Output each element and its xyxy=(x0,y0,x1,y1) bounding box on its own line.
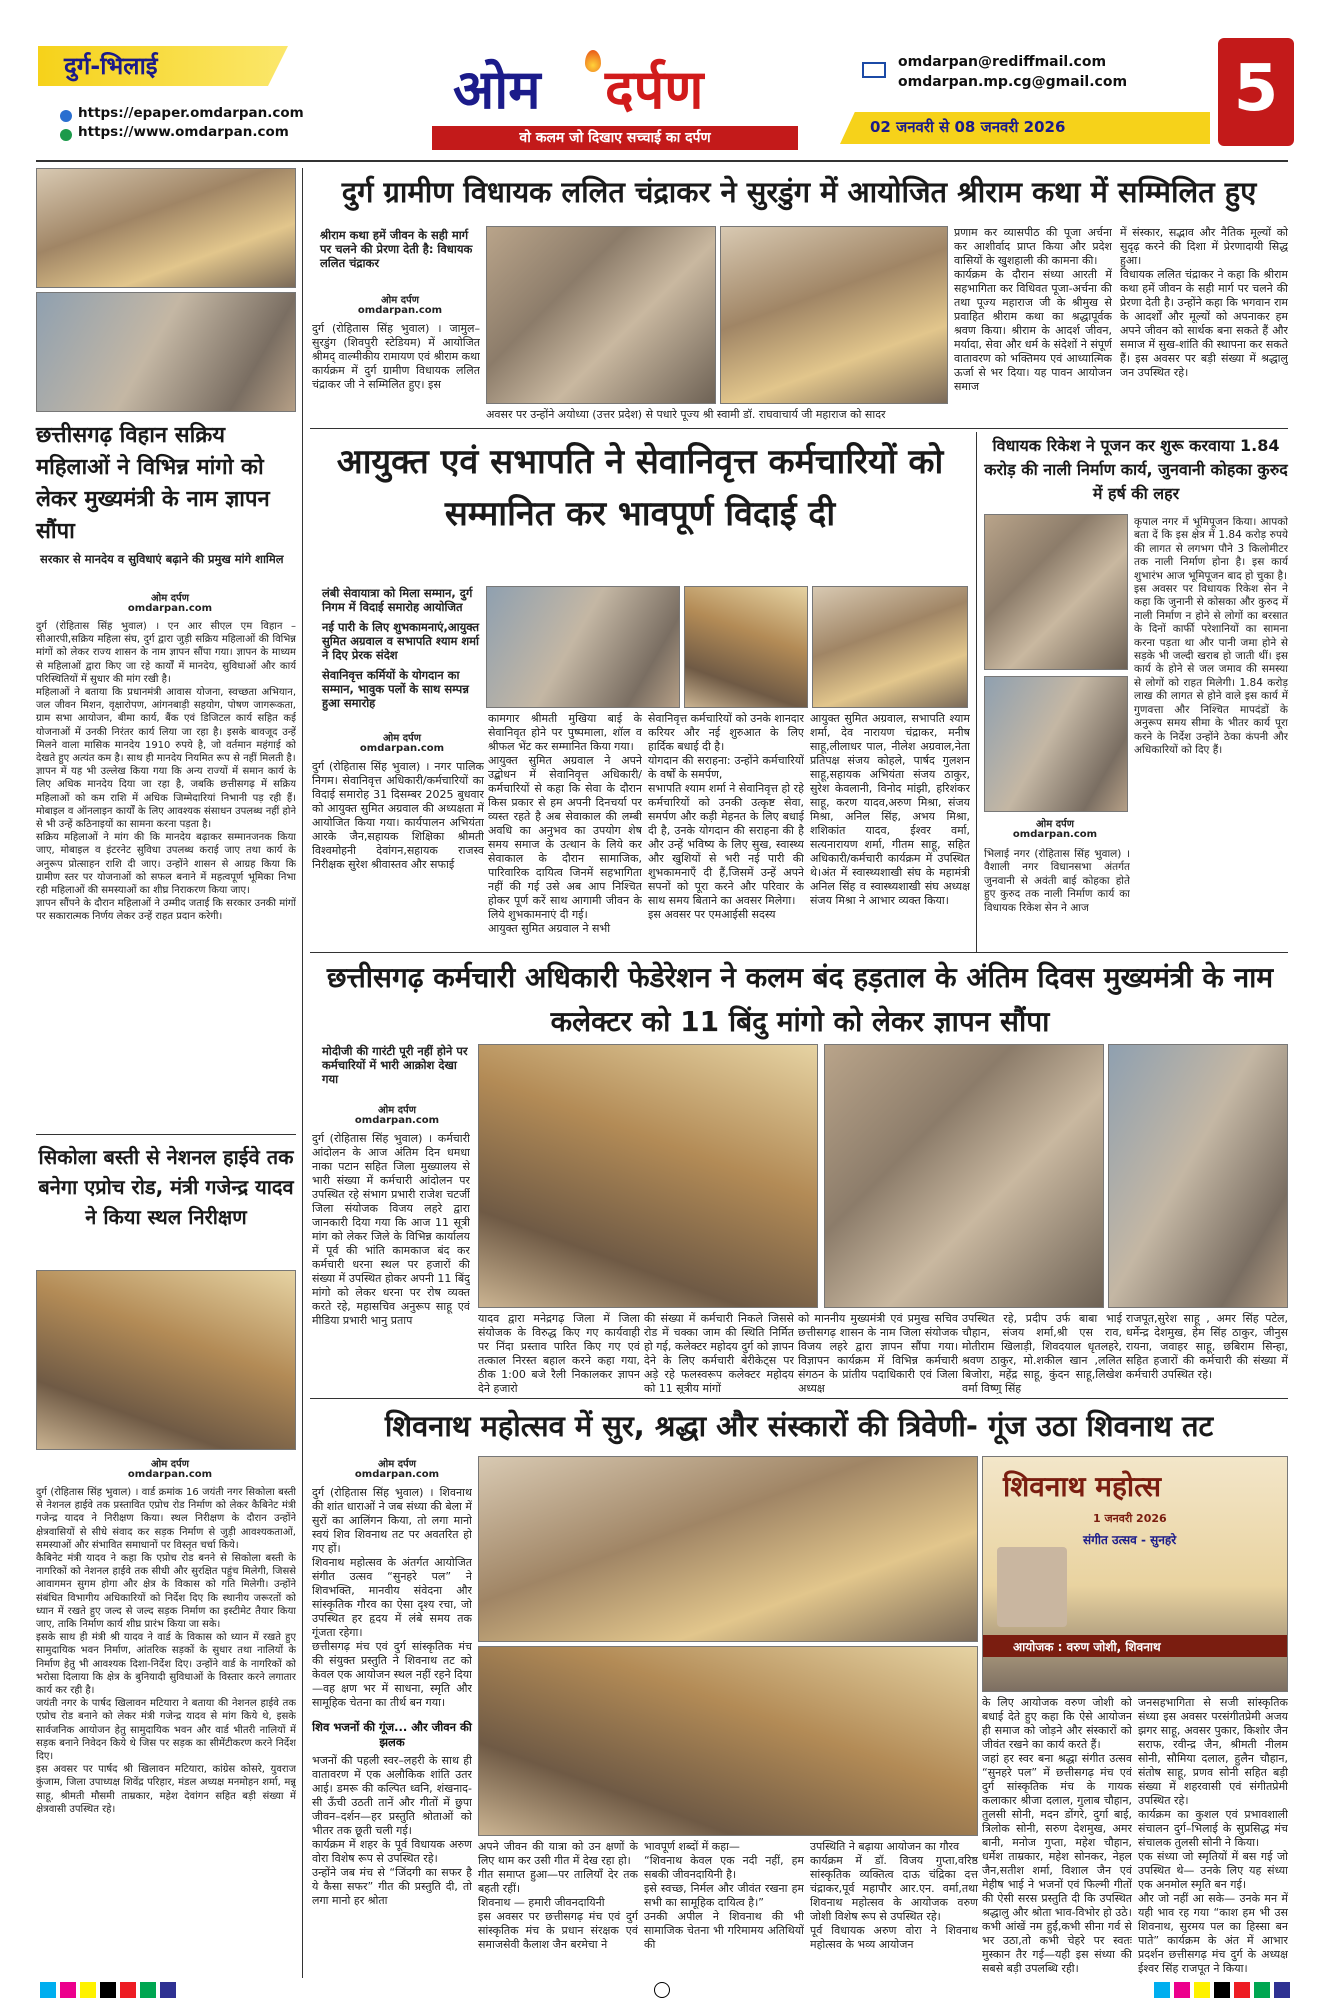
body-retire-3: सेवानिवृत्त कर्मचारियों को उनके शानदार करियर और नई शुरुआत के लिए हार्दिक बधाई दी है। योगदान की सराहना: उन्होंने कर्मचारियों के वर्षों के समर्पण, सभापति श्याम शर्मा ने सेवानिवृत्त हो रहे कर्मचारियों को उनकी उत्कृष्ट सेवा, समर्पण और कड़ी मेहनत के लिए बधाई दी है, उनके योगदान की सराहना की है और उन्हें भविष्य के लिए सुख, स्वास्थ्य और खुशियों से भरी नई पारी की शुभकामनाएँ दी हैं,जिसमें उन्हें अपने सपनों को पूरा करने और परिवार के साथ समय बिताने का अवसर मिलेगा। इस अवसर पर एमआईसी सदस्य xyxy=(648,712,804,921)
body-retire-2: कामगार श्रीमती मुखिया बाई के सेवानिवृत होने पर पुष्पमाला, शॉल व श्रीफल भेंट कर सम्मानित किया गया। आयुक्त सुमित अग्रवाल ने अपने उद्बोधन में सेवानिवृत्त अधिकारी/कर्मचारियों से कहा कि सेवा के दौरान किस प्रकार से हम अपनी दिनचर्या पर व्यस्त रहते है अब सेवाकाल की लम्बी अवधि का अनुभव का उपयोग शेष समय समाज के उत्थान के लिये कर सेवाकाल के दौरान सामाजिक, पारिवारिक दायित्व जिनमें सहभागिता नहीं की गई उसे अब आप निश्चित होकर पूर्ण करें साथ आगामी जीवन के लिये शुभकामनाएं दी गई। आयुक्त सुमित अग्रवाल ने सभी xyxy=(488,712,642,935)
black-mark xyxy=(100,1982,116,1998)
globe-icon xyxy=(60,110,72,122)
divider-left-1 xyxy=(36,1134,296,1135)
headline-federation: छत्तीसगढ़ कर्मचारी अधिकारी फेडेरेशन ने कलम बंद हड़ताल के अंतिम दिवस मुख्यमंत्री के नाम कलेक्टर को 11 बिंदु मांगो को लेकर ज्ञापन सौंपा xyxy=(326,961,1274,1038)
photo-women-protest-1 xyxy=(36,168,296,288)
banner-org: आयोजक : वरुण जोशी, शिवनाथ xyxy=(1013,1640,1161,1654)
body-federation-3: की संख्या में कर्मचारी निकले जिससे रोड में चक्का जाम की स्थिति निर्मित हो गई, कलेक्टर महोदय दुर्ग को ज्ञापन देने के लिए कर्मचारी बेरीकेट्स पर अड़े रहे फलस्वरूप कलेक्टर महोदय को 11 सूत्रीय मांगों xyxy=(644,1312,794,1394)
byline-federation: ओम दर्पण xyxy=(378,1105,416,1116)
registration-mark-icon xyxy=(654,1982,670,1998)
red-mark-r xyxy=(1234,1982,1250,1998)
photo-ram-katha-1 xyxy=(486,226,716,404)
body-sikola: दुर्ग (रोहितास सिंह भुवाल) । वार्ड क्रमांक 16 जयंती नगर सिकोला बस्ती से नेशनल हाईवे तक प्रस्तावित एप्रोच रोड निर्माण को लेकर कैबिनेट मंत्री गजेन्द्र यादव ने निरीक्षण किया। स्थल निरीक्षण के दौरान उन्होंने क्षेत्रवासियों से सीधे संवाद कर सड़क निर्माण से जुड़ी आवश्यकताओं, समस्याओं और संभावित समाधानों पर विस्तृत चर्चा किये। कैबिनेट मंत्री यादव ने कहा कि एप्रोच रोड बनने से सिकोला बस्ती के नागरिकों को नेशनल हाईवे तक सीधी और सुरक्षित पहुंच मिलेगी, जिससे आवागमन सुगम होगा और क्षेत्र के विकास को गति मिलेगी। उन्होंने संबंधित विभागीय अधिकारियों को निर्देश दिए कि स्थानीय जरूरतों को ध्यान में रखते हुए जल्द से जल्द सड़क निर्माण का इस्टीमेट तैयार किया जाए, ताकि निर्माण कार्य शीघ्र प्रारंभ किया जा सके। इसके साथ ही मंत्री श्री यादव ने वार्ड के विकास को ध्यान में रखते हुए सामुदायिक भवन निर्माण, आंतरिक सड़कों के सुधार तथा नालियों के निर्माण हेतु भी आवश्यक दिशा-निर्देश दिए। उन्होंने वार्ड के नागरिकों को भरोसा दिलाया कि क्षेत्र के बुनियादी सुविधाओं के विस्तार करने लगातार कार्य कर रही है। जयंती नगर के पार्षद खिलावन मटियारा ने बताया की नेशनल हाईवे तक एप्रोच रोड बनाने को लेकर मंत्री गजेन्द्र यादव से मांग किये थे, इसके सार्वजनिक आयोजन हेतु सामुदायिक भवन और वार्ड भीतरी नालियों में सड़क बनाने निवेदन किये थे जिस पर सड़क का सीमेंटीकरण करने निर्देश दिए। इस अवसर पर पार्षद श्री खिलावन मटियारा, कांग्रेस कोसरे, युवराज कुंजाम, जिला उपाध्यक्ष शिवेंद्र परिहार, मंडल अध्यक्ष मनमोहन शर्मा, मन्नू साहू, श्रीमती मौसमी ताम्रकार, महेश देवांगन सहित बड़ी संख्या में क्षेत्रवासी उपस्थित रहे। xyxy=(36,1487,296,1815)
byline-retire: ओम दर्पण xyxy=(383,733,421,744)
cyan-mark-r xyxy=(1154,1982,1170,1998)
bullet-vihan: सरकार से मानदेय व सुविधाएं बढ़ाने की प्रमुख मांगे शामिल xyxy=(40,552,284,566)
print-color-marks-left xyxy=(40,1982,300,1998)
headline-lalit: दुर्ग ग्रामीण विधायक ललित चंद्राकर ने सुरडुंग में आयोजित श्रीराम कथा में सम्मिलित हुए xyxy=(341,175,1257,209)
body-shivnath-3: भावपूर्ण शब्दों में कहा— “शिवनाथ केवल एक नदी नहीं, हम सबकी जीवनदायिनी है। इसे स्वच्छ, निर्मल और जीवंत रखना हम सभी का सामूहिक दायित्व है।” उनकी अपील ने शिवनाथ की भी सामाजिक चेतना भी गरिमामय अतिथियों की xyxy=(644,1840,804,1951)
photo-rikesh-2 xyxy=(984,676,1128,812)
byline-retire-site: omdarpan.com xyxy=(359,743,445,754)
banner-date: 1 जनवरी 2026 xyxy=(1093,1512,1167,1525)
bullet-retire-1: लंबी सेवायात्रा को मिला सम्मान, दुर्ग निगम में विदाई समारोह आयोजित xyxy=(322,586,473,614)
green-mark-r xyxy=(1254,1982,1270,1998)
byline-rikesh-site: omdarpan.com xyxy=(1012,829,1098,840)
banner-sub: संगीत उत्सव - सुनहरे xyxy=(1083,1533,1177,1547)
email-2[interactable]: omdarpan.mp.cg@gmail.com xyxy=(898,74,1128,90)
caption-lalit: अवसर पर उन्होंने अयोध्या (उत्तर प्रदेश) से पधारे पूज्य श्री स्वामी डॉ. राघवाचार्य जी महाराज को सादर xyxy=(486,408,886,421)
body-shivnath-1: दुर्ग (रोहितास सिंह भुवाल) । शिवनाथ की शांत धाराओं ने जब संध्या की बेला में सुरों का आलिंगन किया, तो लगा मानो स्वयं शिव शिवनाथ तट पर अवतरित हो गए हों। शिवनाथ महोत्सव के अंतर्गत आयोजित संगीत उत्सव “सुनहरे पल” ने शिवभक्ति, मानवीय संवेदना और सांस्कृतिक गौरव का ऐसा दृश्य रचा, जो उपस्थित हर हृदय में लंबे समय तक गूंजता रहेगा। छत्तीसगढ़ मंच एवं दुर्ग सांस्कृतिक मंच की संयुक्त प्रस्तुति ने शिवनाथ तट को केवल एक आयोजन स्थल नहीं रहने दिया—वह क्षण भर में साधना, स्मृति और सामूहिक चेतना का तीर्थ बन गया। xyxy=(312,1486,472,1709)
magenta-mark-r xyxy=(1174,1982,1190,1998)
flame-icon xyxy=(585,50,601,72)
bullet-retire-3: सेवानिवृत्त कर्मियों के योगदान का सम्मान, भावुक पलों के साथ सम्पन्न हुआ समारोह xyxy=(322,668,469,710)
banner-portrait xyxy=(997,1547,1067,1627)
black-mark-r xyxy=(1214,1982,1230,1998)
photo-shivnath-audience xyxy=(478,1646,978,1836)
headline-rikesh: विधायक रिकेश ने पूजन कर शुरू करवाया 1.84 करोड़ की नाली निर्माण कार्य, जुनवानी कोहका कुरुद में हर्ष की लहर xyxy=(984,436,1288,503)
divider-federation xyxy=(310,1398,1288,1399)
headline-sikola: सिकोला बस्ती से नेशनल हाईवे तक बनेगा एप्रोच रोड, मंत्री गजेन्द्र यादव ने किया स्थल निरीक्षण xyxy=(38,1145,294,1229)
blue-mark xyxy=(160,1982,176,1998)
photo-minister-inspection xyxy=(36,1270,296,1450)
green-mark xyxy=(140,1982,156,1998)
tagline: वो कलम जो दिखाए सच्चाई का दर्पण xyxy=(519,130,711,146)
byline-rikesh: ओम दर्पण xyxy=(1036,819,1074,830)
mail-icon xyxy=(862,62,886,78)
byline-lalit-site: omdarpan.com xyxy=(357,305,443,316)
magenta-mark xyxy=(60,1982,76,1998)
body-federation-5: उपस्थित रहे, प्रदीप उर्फ बाबा भाई चौहान, संजय शर्मा,श्री एस राव, मोतीराम खिलाड़ी, शिवदयाल धृतलहरे, श्रवण ठाकुर, मो.शकील खान ,ललित बिजोरा, महेंद्र साहू, कुंदन साहू,लिखेश वर्मा विष्णु सिंह xyxy=(962,1312,1122,1394)
photo-federation-1 xyxy=(478,1044,818,1308)
headline-shivnath: शिवनाथ महोत्सव में सुर, श्रद्धा और संस्कारों की त्रिवेणी- गूंज उठा शिवनाथ तट xyxy=(384,1409,1214,1443)
photo-federation-2 xyxy=(824,1044,1104,1308)
masthead xyxy=(0,0,1323,160)
bullet-lalit: श्रीराम कथा हमें जीवन के सही मार्ग पर चलने की प्रेरणा देती है: विधायक ललित चंद्राकर xyxy=(320,228,473,270)
date-range: 02 जनवरी से 08 जनवरी 2026 xyxy=(870,118,1066,136)
photo-women-protest-2 xyxy=(36,292,296,412)
city-tag-label: दुर्ग-भिलाई xyxy=(64,52,158,80)
cyan-mark xyxy=(40,1982,56,1998)
website-url[interactable]: https://www.omdarpan.com xyxy=(78,124,289,140)
masthead-divider xyxy=(36,160,1288,162)
www-icon xyxy=(60,129,72,141)
body-federation-4: को माननीय मुख्यमंत्री एवं प्रमुख सचिव छत्तीसगढ़ शासन के नाम जिला संयोजक विजय लहरे द्वारा ज्ञापन सौंपा गया। विज्ञापन कार्यक्रम में विभिन्न कर्मचारी संगठन के प्रांतीय पदाधिकारी एवं जिला अध्यक्ष xyxy=(798,1312,958,1394)
body-federation-6: राजपूत,सुरेश साहू , अमर सिंह पटेल, धर्मेन्द्र देशमुख, हेम सिंह ठाकुर, जीनुस रायना, जवाहर साहू, छबिराम सिन्हा, सहित हजारों की कर्मचारी की संख्या में कर्मचारी उपस्थित रहे। xyxy=(1126,1312,1288,1381)
body-rikesh-side: कृपाल नगर में भूमिपूजन किया। आपको बता दें कि इस क्षेत्र में 1.84 करोड़ रुपये की लागत से लगभग पौने 3 किलोमीटर तक नाली निर्माण होना है। इस कार्य शुभारंभ आज भूमिपूजन बाद हो चुका है। इस अवसर पर विधायक रिकेश सेन ने कहा कि जुनानी से कोसका और कुरुद में नाली निर्माण न होने से लोगों का बरसात के दिनों कार्फी परेशानियों का सामना करना पड़ता था और पानी जमा होने से सड़के भी जल्दी खराब हो जाती थीं। इस कार्य के होने से जल जमाव की समस्या से लोगों को राहत मिलेगी। 1.84 करोड़ लाख की लागत से होने वाले इस कार्य में गुणवत्ता और निश्चित मापदंडों के अनुरूप समय सीमा के भीतर कार्य पूरा करने के निर्देश उन्होंने ठेका कंपनी और अधिकारियों को दिए हैं। xyxy=(1134,516,1288,756)
yellow-mark xyxy=(80,1982,96,1998)
divider-vertical-right xyxy=(976,432,977,952)
photo-rikesh-1 xyxy=(984,514,1128,670)
body-retire-1: दुर्ग (रोहितास सिंह भुवाल) । नगर पालिक निगम। सेवानिवृत्त अधिकारी/कर्मचारियों का विदाई समारोह 31 दिसम्बर 2025 बुधवार को आयुक्त सुमित अग्रवाल की अध्यक्षता में आयोजित किया गया। कार्यपालन अभियंता आरके जैन,सहायक शिक्षिका श्रीमती विश्वमोहनी देवांगन,सहायक राजस्व निरीक्षक सुरेश श्रीवास्तव और सफाई xyxy=(312,760,484,871)
body-federation-1: दुर्ग (रोहितास सिंह भुवाल) । कर्मचारी आंदोलन के आज अंतिम दिन धमधा नाका पटान सहित जिला मुख्यालय से भारी संख्या में कर्मचारी आंदोलन पर उपस्थित रहे संभाग प्रभारी राजेश चटर्जी जिला संयोजक विजय लहरे द्वारा जानकारी दिया गया कि आज 11 सूत्री मांग को लेकर जिले के विभिन्न कार्यालय में पूर्व की भांति कामकाज बंद कर कर्मचारी धरना स्थल पर हजारों की संख्या में उपस्थित होकर अपनी 11 बिंदु मांगो को लेकर धरना पर रोष व्यक्त करते रहे, महासचिव अनुरूप साहू एवं मीडिया प्रभारी भानु प्रताप xyxy=(312,1132,470,1327)
photo-ram-katha-2 xyxy=(720,226,948,404)
photo-federation-3 xyxy=(1108,1044,1288,1308)
body-shivnath-6: जनसहभागिता से सजी सांस्कृतिक संध्या इस अवसर परसंगीतप्रेमी अजय झगर साहू, अवसर पुकार, किशोर जैन सराफ, रवीन्द्र जैन, श्रीमती नीलम सोनी, सौमिया दलाल, हुलैन चौहान, संतोष साहू, प्रणव सोनी सहित बड़ी संख्या में शहरवासी एवं संगीतप्रेमी उपस्थित रहे। कार्यक्रम का कुशल एवं प्रभावशाली संचालन दुर्ग–भिलाई के सुप्रसिद्ध मंच संचालक तुलसी सोनी ने किया। एक संध्या जो स्मृतियों में बस गई जो उपस्थित थे— उनके लिए यह संध्या एक अनमोल स्मृति बन गई। और जो नहीं आ सके— उनके मन में यही भाव रह गया “काश हम भी उस शिवनाथ, सुरमय पल का हिस्सा बन पाते” कार्यक्रम के अंत में आभार प्रदर्शन छत्तीसगढ़ मंच दुर्ग के अध्यक्ष ईश्वर सिंह राजपूत ने किया। xyxy=(1138,1696,1288,1975)
photo-shivnath-group xyxy=(478,1456,978,1642)
bullet-federation: मोदीजी की गारंटी पूरी नहीं होने पर कर्मचारियों में भारी आक्रोश देखा गया xyxy=(322,1044,468,1086)
body-shivnath-2: अपने जीवन की यात्रा को उन क्षणों के लिए थाम कर उसी गीत में देख रहा हो। गीत समाप्त हुआ—पर तालियाँ देर तक बहती रहीं। शिवनाथ — हमारी जीवनदायिनी इस अवसर पर छत्तीसगढ़ मंच एवं दुर्ग सांस्कृतिक मंच के प्रधान संरक्षक एवं समाजसेवी कैलाश जैन बरमेचा ने xyxy=(478,1840,638,1951)
body-lalit-1: दुर्ग (रोहितास सिंह भुवाल) । जामुल–सुरडुंग (शिवपुरी स्टेडियम) में आयोजित श्रीमद् वाल्मीकीय रामायण एवं श्रीराम कथा कार्यक्रम में दुर्ग ग्रामीण विधायक ललित चंद्राकर जी ने सम्मिलित हुए। इस xyxy=(312,322,480,391)
photo-retire-3 xyxy=(812,586,968,708)
byline-vihan-site: omdarpan.com xyxy=(127,603,213,614)
byline-vihan: ओम दर्पण xyxy=(151,593,189,604)
body-shivnath-5: के लिए आयोजक वरुण जोशी को बधाई देते हुए कहा कि ऐसे आयोजन ही समाज को जोड़ने और संस्कारों को जीवंत रखने का कार्य करते हैं। जहां हर स्वर बना श्रद्धा संगीत उत्सव “सुनहरे पल” में छत्तीसगढ़ मंच एवं दुर्ग सांस्कृतिक मंच के गायक कलाकार श्रीजा दलाल, गुलाब चौहान, तुलसी सोनी, मदन डोंगरे, दुर्गा बाई, त्रिलोक सोनी, सरुण देशमुख, अमर बानी, मनोज गुप्ता, महेश चौहान, धर्मेश ताम्रकार, महेश सोनकर, नेहल जैन,सतीश शर्मा, विशाल जैन एवं मेहीष भाई ने भजनों एवं फिल्मी गीतों की ऐसी सरस प्रस्तुति दी कि उपस्थित श्रद्धालु और श्रोता भाव-विभोर हो उठे। कभी आंखें नम हुईं,कभी सीना गर्व से भर उठा,तो कभी चेहरे पर स्वतः मुस्कान तैर गई—यही इस संध्या की सबसे बड़ी उपलब्धि रही। xyxy=(982,1696,1132,1975)
email-1[interactable]: omdarpan@rediffmail.com xyxy=(898,54,1107,70)
blue-mark-r xyxy=(1274,1982,1290,1998)
bullets-retire xyxy=(322,586,484,710)
logo-om: ओम xyxy=(453,57,541,121)
body-vihan: दुर्ग (रोहितास सिंह भुवाल) । एन आर सीएल एम विहान – सीआरपी,सक्रिय महिला संघ, दुर्ग द्वारा जुड़ी सक्रिय महिलाओं की विभिन्न मांगों को लेकर राज्य शासन के नाम ज्ञापन सौंपा गया। ज्ञापन के माध्यम से महिलाओं द्वारा किए जा रहे कार्यों में मानदेय, सुविधाओं और कार्य परिस्थितियों में सुधार की मांग रखी है। महिलाओं ने बताया कि प्रधानमंत्री आवास योजना, स्वच्छता अभियान, जल जीवन मिशन, वृक्षारोपण, आंगनबाड़ी सहयोग, पोषण जागरूकता, ग्राम सभा आयोजन, बीमा कार्य, बैंक एवं डिजिटल कार्य सहित कई योजनाओं में उनकी निरंतर कार्य लिया जा रहा है। इसके बावजूद उन्हें मिलने वाला मासिक मानदेय 1910 रुपये है, जो वर्तमान महंगाई को देखते हुए अत्यंत कम है। साथ ही मानदेय नियमित रूप से नहीं मिलती है। ज्ञापन में यह भी उल्लेख किया गया कि अन्य राज्यों में समान कार्य के लिए अधिक मानदेय दिया जा रहा है, जबकि छत्तीसगढ़ में सक्रिय महिलाओं को कम राशि में अधिक जिम्मेदारियां निभानी पड़ रही हैं। मोबाइल व ऑनलाइन कार्यों के लिए आवश्यक संसाधन उपलब्ध नहीं होने से भी उन्हें कठिनाइयों का सामना करना पड़ता है। सक्रिय महिलाओं ने मांग की कि मानदेय बढ़ाकर सम्मानजनक किया जाए, मोबाइल व इंटरनेट सुविधा उपलब्ध कराई जाए तथा कार्य के अनुरूप प्रोत्साहन राशि दी जाए। उन्होंने शासन से आग्रह किया कि ग्रामीण स्तर पर योजनाओं को सफल बनाने में महत्वपूर्ण भूमिका निभा रही महिलाओं की समस्याओं का शीघ्र निराकरण किया जाए। ज्ञापन सौंपने के दौरान महिलाओं ने उम्मीद जताई कि सरकार उनकी मांगों पर सकारात्मक निर्णय लेकर उन्हें राहत प्रदान करेगी। xyxy=(36,621,296,923)
logo xyxy=(445,50,785,130)
byline-lalit: ओम दर्पण xyxy=(381,295,419,306)
body-lalit-3: में संस्कार, सद्भाव और नैतिक मूल्यों को सुदृढ़ करने की दिशा में प्रेरणादायी सिद्ध हुआ। विधायक ललित चंद्राकर ने कहा कि श्रीराम कथा हमें जीवन के सही मार्ग पर चलने की प्रेरणा देती है। उन्होंने कहा कि भगवान राम के आदर्शों और मूल्यों को अपनाकर हम अपने जीवन को सार्थक बना सकते हैं और समाज में सुख-शांति की स्थापना कर सकते हैं। इस अवसर पर बड़ी संख्या में श्रद्धालु जन उपस्थित रहे। xyxy=(1120,226,1288,379)
photo-retire-1 xyxy=(486,586,680,708)
body-lalit-2: प्रणाम कर व्यासपीठ की पूजा अर्चना कर आशीर्वाद प्राप्त किया और प्रदेश वासियों के खुशहाली की कामना की। कार्यक्रम के दौरान संध्या आरती में सहभागिता कर विधिवत पूजा-अर्चना की तथा पूज्य महाराज जी के श्रीमुख से प्रवाहित श्रीराम कथा का श्रद्धापूर्वक श्रवण किया। श्रीराम के आदर्श जीवन, मर्यादा, सेवा और धर्म के संदेशों ने संपूर्ण वातावरण को भक्तिमय एवं आध्यात्मिक ऊर्जा से भर दिया। यह पावन आयोजन समाज xyxy=(954,226,1112,393)
bullet-retire-2: नई पारी के लिए शुभकामनाएं,आयुक्त सुमित अग्रवाल व सभापति श्याम शर्मा ने दिए प्रेरक संदेश xyxy=(322,620,480,662)
photo-shivnath-banner xyxy=(982,1456,1288,1692)
divider-lalit xyxy=(310,428,1288,429)
logo-darpan: दर्पण xyxy=(605,57,704,121)
subhead-shivnath: शिव भजनों की गूंज... और जीवन की झलक xyxy=(312,1720,472,1749)
page-number: 5 xyxy=(1233,52,1279,126)
red-mark xyxy=(120,1982,136,1998)
epaper-url[interactable]: https://epaper.omdarpan.com xyxy=(78,105,304,121)
byline-sikola-site: omdarpan.com xyxy=(127,1469,213,1480)
photo-retire-2 xyxy=(684,586,808,708)
print-color-marks-right xyxy=(1060,1982,1290,1998)
body-rikesh-1: भिलाई नगर (रोहितास सिंह भुवाल) । वैशाली नगर विधानसभा अंतर्गत जुनवानी से अवंती बाई कोहका होते हुए कुरुद तक नाली निर्माण कार्य का विधायक रिकेश सेन ने आज xyxy=(984,848,1130,914)
body-shivnath-4: उपस्थिति ने बढ़ाया आयोजन का गौरव कार्यक्रम में डॉ. विजय गुप्ता,वरिष्ठ सांस्कृतिक व्यक्तित्व दाऊ चंद्रिका दत्त चंद्राकर,पूर्व महापौर आर.एन. वर्मा,तथा शिवनाथ महोत्सव के आयोजक वरुण जोशी विशेष रूप से उपस्थित रहे। पूर्व विधायक अरुण वोरा ने शिवनाथ महोत्सव के भव्य आयोजन xyxy=(810,1840,978,1951)
yellow-mark-r xyxy=(1194,1982,1210,1998)
byline-shivnath-site: omdarpan.com xyxy=(354,1469,440,1480)
byline-shivnath: ओम दर्पण xyxy=(378,1459,416,1470)
divider-retire xyxy=(310,952,1288,953)
byline-federation-site: omdarpan.com xyxy=(354,1115,440,1126)
headline-retire: आयुक्त एवं सभापति ने सेवानिवृत्त कर्मचारियों को सम्मानित कर भावपूर्ण विदाई दी xyxy=(336,442,944,534)
headline-vihan: छत्तीसगढ़ विहान सक्रिय महिलाओं ने विभिन्न मांगो को लेकर मुख्यमंत्री के नाम ज्ञापन सौंपा xyxy=(36,423,270,544)
body-retire-4: आयुक्त सुमित अग्रवाल, सभापति श्याम शर्मा, देव नारायण चंद्राकर, मनीष साहू,लीलाधर पाल, नीलेश अग्रवाल,नेता प्रतिपक्ष संजय कोहले, पार्षद गुलशन साहू,सहायक अभियंता संजय ठाकुर, सुरेश केवलानी, विनोद मांझी, हरिशंकर साहू, करण यादव,अरुण मिश्रा, संजय मिश्रा, अनिल सिंह, अभय मिश्रा, शशिकांत यादव, ईश्वर वर्मा, सत्यनारायण शर्मा, गीतम साहू, सहित अधिकारी/कर्मचारी कार्यक्रम में उपस्थित थे।अंत में स्वास्थ्यशाखी संघ के महामंत्री अनिल सिंह व स्वास्थ्यशाखी संघ अध्यक्ष संजय मिश्रा ने आभार व्यक्त किया। xyxy=(810,712,970,907)
banner-title: शिवनाथ महोत्स xyxy=(1003,1470,1162,1503)
byline-sikola: ओम दर्पण xyxy=(151,1459,189,1470)
body-federation-2: यादव द्वारा मनेद्रगढ़ जिला में जिला संयोजक के विरुद्ध किए गए कार्यवाही पर निंदा प्रस्ताव पारित किए गए एवं तत्काल निरस्त बहाल करने कहा गया, ठीक 1:00 बजे रैली निकालकर ज्ञापन देने हजारो xyxy=(478,1312,640,1394)
body-shivnath-1b: भजनों की पहली स्वर–लहरी के साथ ही वातावरण में एक अलौकिक शांति उतर आई। डमरू की कल्पित ध्वनि, शंखनाद-सी ऊँची उठती तानें और गीतों में छुपा जीवन–दर्शन—हर प्रस्तुति श्रोताओं को भीतर तक छूती चली गई। कार्यक्रम में शहर के पूर्व विधायक अरुण वोरा विशेष रूप से उपस्थित रहे। उन्होंने जब मंच से “जिंदगी का सफर है ये कैसा सफर” गीत की प्रस्तुति दी, तो लगा मानो हर श्रोता xyxy=(312,1754,472,1907)
divider-vertical-left xyxy=(302,168,303,1978)
